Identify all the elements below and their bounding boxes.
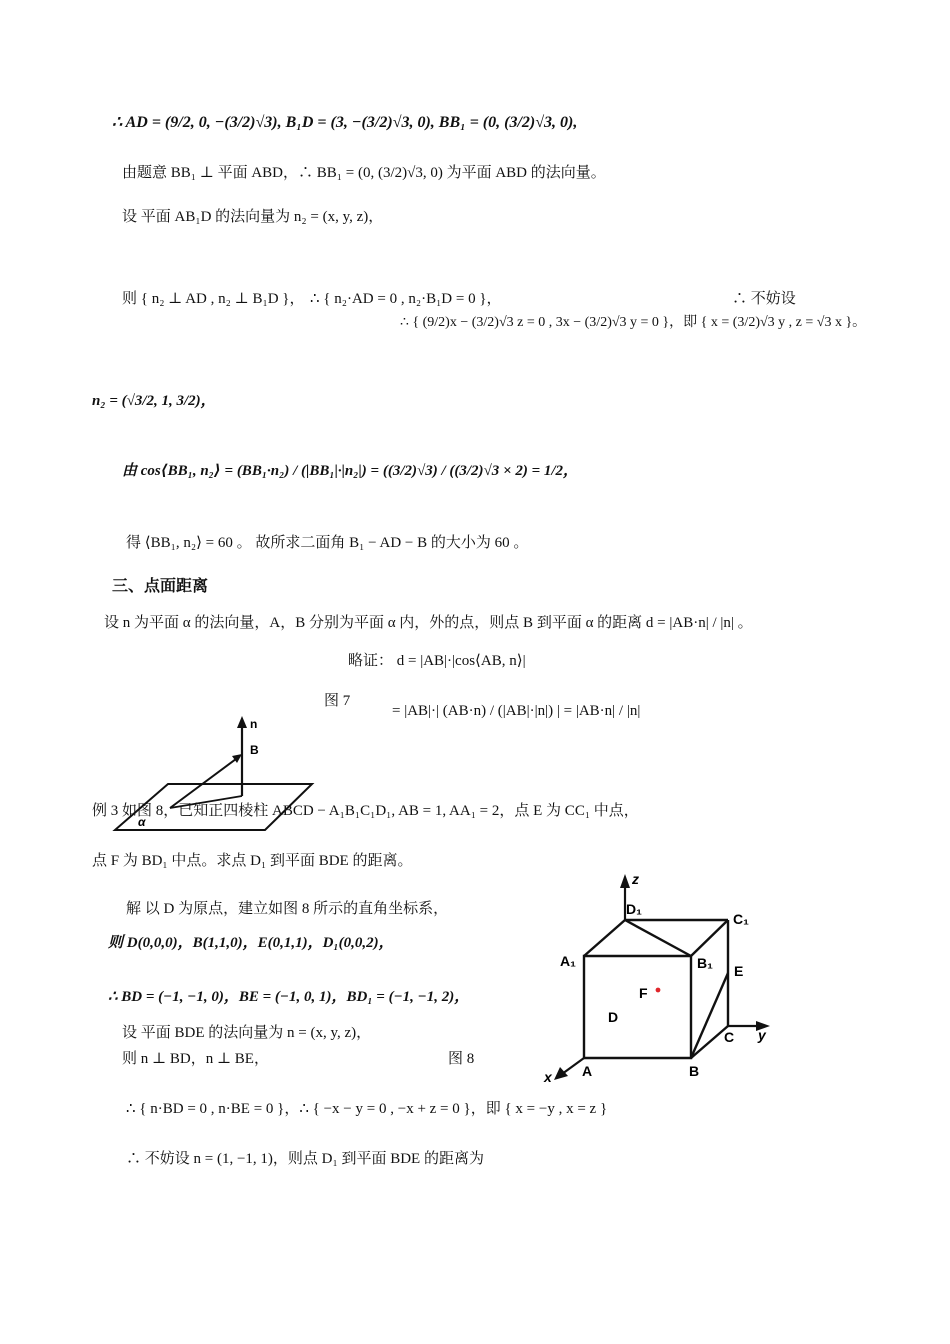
example-3-question: 点 F 为 BD₁ 中点。求点 D₁ 到平面 BDE 的距离。 xyxy=(92,853,413,869)
fig7-label-alpha: α xyxy=(138,815,146,829)
fig8-point-f xyxy=(656,988,661,993)
eq-bb1-normal: 由题意 BB₁ ⊥ 平面 ABD，∴ BB₁ = (0, (3/2)√3, 0) 为平面 ABD 的法向量。 xyxy=(122,165,606,181)
fig8-label-a: A xyxy=(582,1063,593,1079)
figure-7-caption: 图 7 xyxy=(324,693,351,709)
eq-vectors-ad-b1d-bb1: ∴ AD = (9/2, 0, −(3/2)√3), B₁D = (3, −(3/2)√3, 0), BB₁ = (0, (3/2)√3, 0), xyxy=(112,114,578,131)
fig8-label-b: B xyxy=(689,1063,700,1079)
solution-intro: 解 以 D 为原点，建立如图 8 所示的直角坐标系， xyxy=(126,901,449,917)
fig8-label-f: F xyxy=(639,985,648,1001)
let-n-distance: ∴ 不妨设 n = (1, −1, 1)，则点 D₁ 到平面 BDE 的距离为 xyxy=(126,1151,484,1167)
figure-8-caption: 图 8 xyxy=(448,1051,475,1067)
example-3-statement: 例 3 如图 8，已知正四棱柱 ABCD − A₁B₁C₁D₁, AB = 1, AA₁ = 2，点 E 为 CC₁ 中点， xyxy=(92,803,639,819)
figure-8-prism xyxy=(540,868,800,1098)
set-normal-n2: 设 平面 AB₁D 的法向量为 n₂ = (x, y, z)， xyxy=(122,209,384,225)
fig8-label-c: C xyxy=(724,1029,735,1045)
fig8-label-c1: C₁ xyxy=(733,911,749,927)
fig8-label-a1: A₁ xyxy=(560,953,576,969)
proof-line-1: 略证： d = |AB|·|cos⟨AB, n⟩| xyxy=(348,653,526,669)
fig8-label-d: D xyxy=(608,1009,619,1025)
fig8-label-z: z xyxy=(632,871,639,887)
eq-cos-angle: 由 cos⟨BB₁, n₂⟩ = (BB₁·n₂) / (|BB₁|·|n₂|) = ((3/2)√3) / ((3/2)√3 × 2) = 1/2， xyxy=(122,463,579,479)
section-title-point-plane-distance: 三、点面距离 xyxy=(112,578,209,595)
figure-7-plane-normal xyxy=(100,712,320,842)
fig8-label-e: E xyxy=(734,963,744,979)
coordinates-points: 则 D(0,0,0)，B(1,1,0)，E(0,1,1)，D₁(0,0,2)， xyxy=(108,935,394,951)
fig7-label-b: B xyxy=(250,743,259,757)
eq-n2-value: n₂ = (√3/2, 1, 3/2)， xyxy=(92,393,216,409)
system-normal-n: ∴ { n·BD = 0 , n·BE = 0 }，∴ { −x − y = 0 , −x + z = 0 }，即 { x = −y , x = z } xyxy=(126,1101,608,1117)
let-statement: ∴ 不妨设 xyxy=(732,291,796,307)
fig7-label-n: n xyxy=(250,717,258,731)
fig8-label-b1: B₁ xyxy=(697,955,713,971)
normal-conditions: 则 n ⊥ BD，n ⊥ BE， xyxy=(122,1051,269,1067)
set-normal-n: 设 平面 BDE 的法向量为 n = (x, y, z)， xyxy=(122,1025,372,1041)
system-solve: ∴ { (9/2)x − (3/2)√3 z = 0 , 3x − (3/2)√3 y = 0 }，即 { x = (3/2)√3 y , z = √3 x }。 xyxy=(400,315,867,330)
eq-angle-result: 得 ⟨BB₁, n₂⟩ = 60 。 故所求二面角 B₁ − AD − B 的大小为 60 。 xyxy=(126,535,529,551)
system-perp: 则 { n₂ ⊥ AD , n₂ ⊥ B₁D }， xyxy=(122,291,305,307)
coordinates-vectors: ∴ BD = (−1, −1, 0)，BE = (−1, 0, 1)，BD₁ = (−1, −1, 2)， xyxy=(108,989,470,1005)
distance-formula: 设 n 为平面 α 的法向量，A，B 分别为平面 α 内，外的点，则点 B 到平面 α 的距离 d = |AB·n| / |n| 。 xyxy=(104,615,753,631)
system-dot: ∴ { n₂·AD = 0 , n₂·B₁D = 0 }， xyxy=(310,291,502,307)
fig8-label-x: x xyxy=(544,1069,552,1085)
fig8-label-y: y xyxy=(758,1027,766,1043)
fig8-label-d1: D₁ xyxy=(626,901,642,917)
proof-line-2: = |AB|·| (AB·n) / (|AB|·|n|) | = |AB·n| / |n| xyxy=(392,703,641,719)
